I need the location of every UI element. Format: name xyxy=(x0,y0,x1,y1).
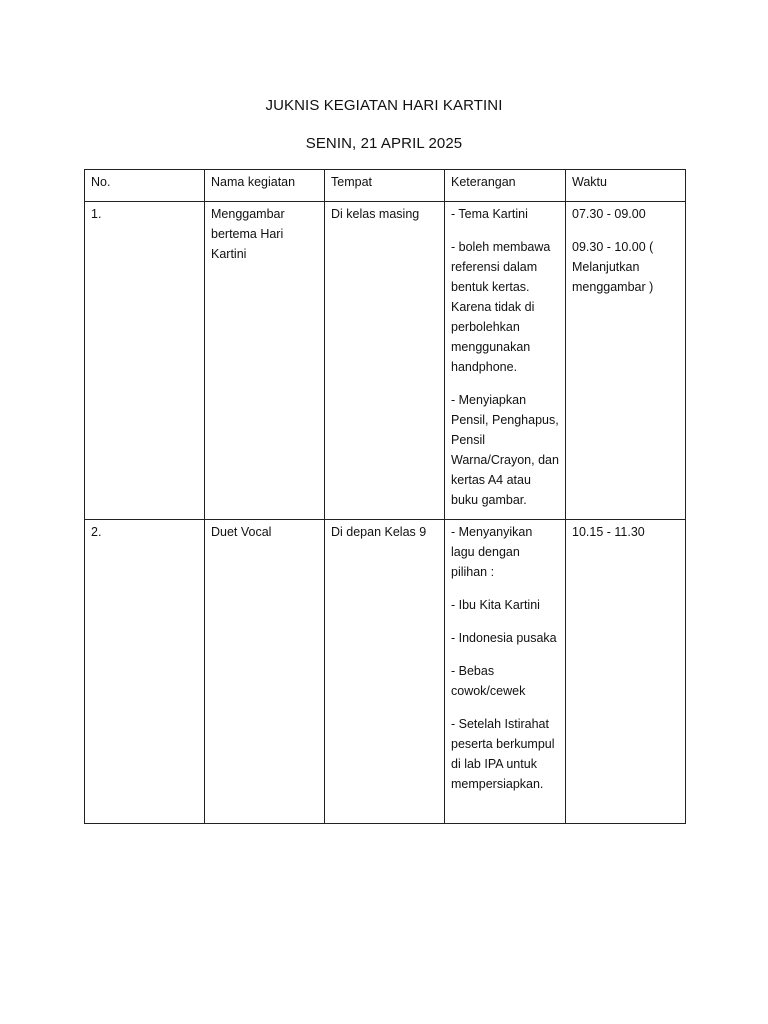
table-header-row xyxy=(85,170,686,202)
keterangan-paragraph: - Indonesia pusaka xyxy=(451,631,557,645)
cell-no: 1. xyxy=(85,202,205,520)
waktu-paragraph: 10.15 - 11.30 xyxy=(572,525,645,539)
table-row xyxy=(85,202,686,520)
cell-keterangan xyxy=(445,202,566,520)
cell-nama-kegiatan: Menggambar bertema Hari Kartini xyxy=(205,202,325,520)
keterangan-paragraph: - Menyanyikan lagu dengan pilihan : xyxy=(451,525,533,579)
header-cell-no: No. xyxy=(85,170,205,202)
header-cell-keterangan: Keterangan xyxy=(445,170,566,202)
table-row xyxy=(85,520,686,824)
cell-waktu xyxy=(566,520,686,824)
cell-nama-kegiatan: Duet Vocal xyxy=(205,520,325,824)
waktu-paragraph: 09.30 - 10.00 ( Melanjutkan menggambar ) xyxy=(572,240,654,294)
header-cell-nama-kegiatan: Nama kegiatan xyxy=(205,170,325,202)
cell-waktu xyxy=(566,202,686,520)
header-cell-waktu: Waktu xyxy=(566,170,686,202)
document-title: JUKNIS KEGIATAN HARI KARTINI xyxy=(265,97,503,114)
keterangan-paragraph: - Setelah Istirahat peserta berkumpul di lab IPA untuk mempersiapkan. xyxy=(451,717,555,791)
header-cell-tempat: Tempat xyxy=(325,170,445,202)
keterangan-paragraph: - Tema Kartini xyxy=(451,207,528,221)
cell-keterangan xyxy=(445,520,566,824)
document-subtitle: SENIN, 21 APRIL 2025 xyxy=(305,135,463,152)
keterangan-paragraph: - Menyiapkan Pensil, Penghapus, Pensil Warna/Crayon, dan kertas A4 atau buku gambar. xyxy=(451,393,559,507)
cell-tempat: Di depan Kelas 9 xyxy=(325,520,445,824)
keterangan-paragraph: - Ibu Kita Kartini xyxy=(451,598,540,612)
keterangan-paragraph: - Bebas cowok/cewek xyxy=(451,664,526,698)
cell-tempat: Di kelas masing xyxy=(325,202,445,520)
activity-table xyxy=(84,169,686,824)
keterangan-paragraph: - boleh membawa referensi dalam bentuk kertas. Karena tidak di perbolehkan menggunakan handphone. xyxy=(451,240,551,374)
waktu-paragraph: 07.30 - 09.00 xyxy=(572,207,646,221)
cell-no: 2. xyxy=(85,520,205,824)
